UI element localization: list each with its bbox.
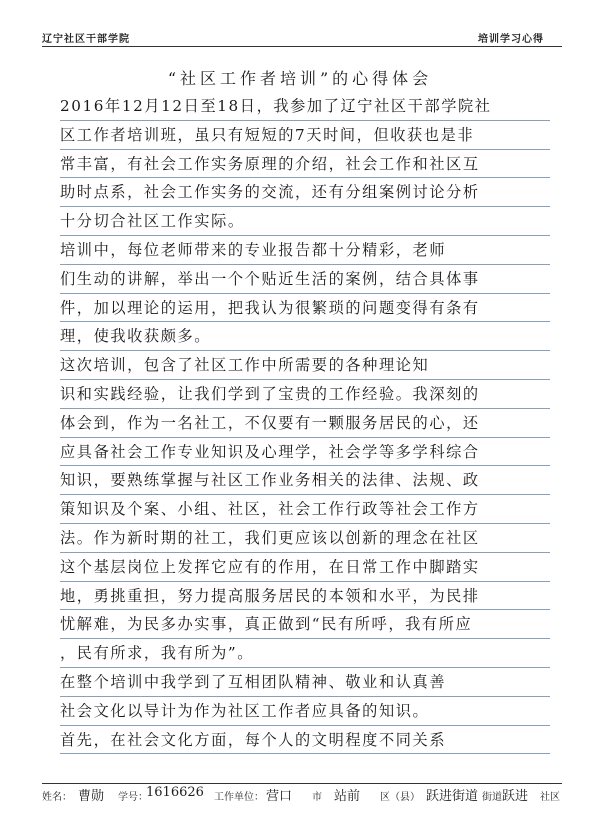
header-school-name: 辽宁社区干部学院 <box>42 34 130 45</box>
essay-line: 识和实践经验，让我们学到了宝贵的工作经验。我深刻的 <box>60 380 550 409</box>
header-rule <box>42 46 562 47</box>
essay-line: 区工作者培训班，虽只有短短的7天时间，但收获也是非 <box>60 121 550 150</box>
essay-line: 培训中，每位老师带来的专业报告都十分精彩，老师 <box>60 236 550 265</box>
essay-line: 体会到，作为一名社工，不仅要有一颗服务居民的心，还 <box>60 409 550 438</box>
essay-line: 忧解难，为民多办实事，真正做到“民有所呼，我有所应 <box>60 610 550 639</box>
id-label: 学号： <box>118 792 148 803</box>
footer-rule <box>42 783 562 784</box>
essay-line: 十分切合社区工作实际。 <box>60 207 550 236</box>
essay-line: 地，勇挑重担，努力提高服务居民的本领和水平，为民排 <box>60 582 550 611</box>
essay-line: 首先，在社会文化方面，每个人的文明程度不同关系 <box>60 726 550 755</box>
essay-line: 这次培训，包含了社区工作中所需要的各种理论知 <box>60 351 550 380</box>
essay-line: 这个基层岗位上发挥它应有的作用，在日常工作中脚踏实 <box>60 553 550 582</box>
city-suffix: 市 <box>312 792 322 803</box>
essay-body <box>60 92 550 754</box>
essay-line: 社会文化以导计为作为社区工作者应具备的知识。 <box>60 697 550 726</box>
essay-line: 助时点系，社会工作实务的交流，还有分组案例讨论分析 <box>60 178 550 207</box>
community-value: 跃进 <box>502 789 529 804</box>
essay-line: 常丰富，有社会工作实务原理的介绍，社会工作和社区互 <box>60 150 550 179</box>
essay-line: 知识，要熟练掌握与社区工作业务相关的法律、法规、政 <box>60 466 550 495</box>
essay-line: 策知识及个案、小组、社区，社会工作行政等社会工作方 <box>60 495 550 524</box>
essay-line: 们生动的讲解，举出一个个贴近生活的案例，结合具体事 <box>60 265 550 294</box>
community-suffix: 社区 <box>540 792 560 803</box>
district-suffix: 区（县） <box>380 792 420 803</box>
street-suffix: 街道 <box>482 792 502 803</box>
essay-line: 应具备社会工作专业知识及心理学，社会学等多学科综合 <box>60 438 550 467</box>
name-label: 姓名： <box>42 792 72 803</box>
street-value: 跃进街道 <box>426 789 479 804</box>
essay-line: 件，加以理论的运用，把我认为很繁琐的问题变得有条有 <box>60 294 550 323</box>
essay-line: 理，使我收获颇多。 <box>60 322 550 351</box>
essay-title: “社区工作者培训”的心得体会 <box>167 69 433 88</box>
essay-line: 2016年12月12日至18日，我参加了辽宁社区干部学院社 <box>60 92 550 121</box>
unit-value: 营口 <box>266 789 293 804</box>
essay-line: 在整个培训中我学到了互相团队精神、敬业和认真善 <box>60 668 550 697</box>
essay-line: ，民有所求，我有所为”。 <box>60 639 550 668</box>
id-value: 1616626 <box>146 785 204 800</box>
unit-label: 工作单位： <box>214 792 264 803</box>
city-value: 站前 <box>334 789 361 804</box>
essay-line: 法。作为新时期的社工，我们更应该以创新的理念在社区 <box>60 524 550 553</box>
name-value: 曹勋 <box>78 789 105 804</box>
header-doc-type: 培训学习心得 <box>478 34 544 45</box>
